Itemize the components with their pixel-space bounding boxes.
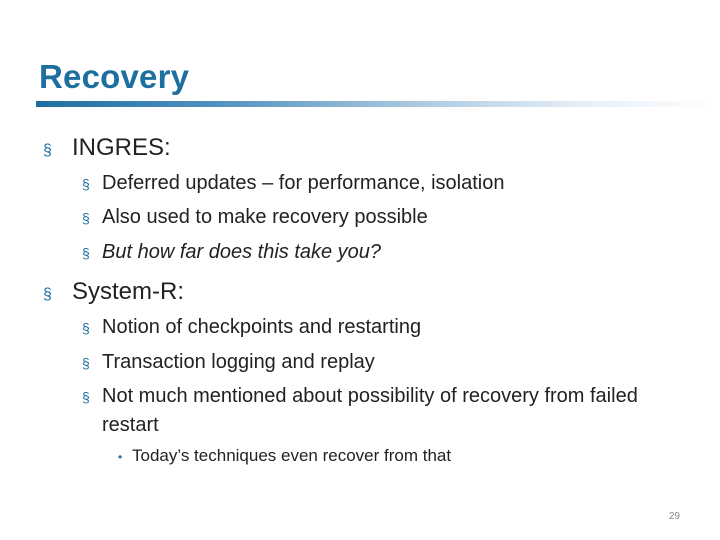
section-bullet-icon: § xyxy=(82,176,90,192)
bullet-text: INGRES: xyxy=(72,134,171,161)
sub-bullet-failed-restart xyxy=(82,382,642,440)
sub-bullet-text: But how far does this take you? xyxy=(102,241,382,263)
sub-bullet-checkpoints xyxy=(82,313,421,342)
section-bullet-icon: § xyxy=(43,142,52,159)
dot-bullet-icon: • xyxy=(118,450,123,464)
sub-bullet-logging xyxy=(82,348,375,377)
sub-bullet-text: Also used to make recovery possible xyxy=(102,206,428,228)
sub-bullet-how-far xyxy=(82,238,381,267)
section-bullet-icon: § xyxy=(82,210,90,226)
title-underline xyxy=(36,101,720,107)
sub-bullet-text: Notion of checkpoints and restarting xyxy=(102,316,422,338)
bullet-text: System-R: xyxy=(72,278,185,305)
slide-title: Recovery xyxy=(39,58,190,95)
bullet-system-r xyxy=(43,278,184,306)
page-number: 29 xyxy=(668,511,680,522)
sub-sub-bullet-text: Today’s techniques even recover from that xyxy=(132,446,452,465)
section-bullet-icon: § xyxy=(43,286,52,303)
sub-bullet-text: Not much mentioned about possibility of recovery from failed restart xyxy=(102,385,638,436)
section-bullet-icon: § xyxy=(82,389,90,405)
sub-bullet-deferred-updates xyxy=(82,169,504,198)
sub-sub-bullet-today xyxy=(118,446,451,466)
bullet-ingres xyxy=(43,134,171,162)
section-bullet-icon: § xyxy=(82,355,90,371)
sub-bullet-text: Transaction logging and replay xyxy=(102,351,375,373)
sub-bullet-recovery-possible xyxy=(82,203,428,232)
section-bullet-icon: § xyxy=(82,320,90,336)
sub-bullet-text: Deferred updates – for performance, isolation xyxy=(102,172,505,194)
section-bullet-icon: § xyxy=(82,245,90,261)
